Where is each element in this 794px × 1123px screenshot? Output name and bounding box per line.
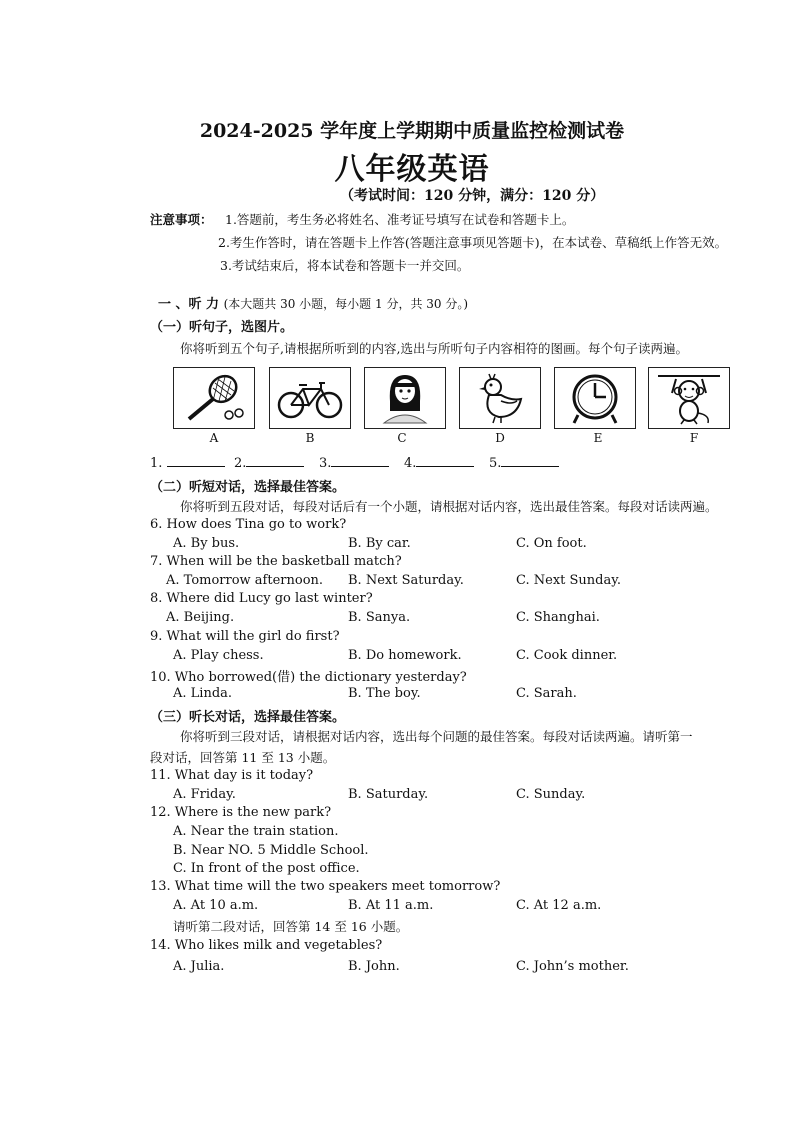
option-7b: B. Next Saturday. — [348, 573, 464, 588]
picture-label-b: B — [305, 431, 315, 445]
option-8c: C. Shanghai. — [516, 610, 600, 625]
question-7: 7. When will be the basketball match? — [150, 554, 402, 569]
option-11c: C. Sunday. — [516, 787, 586, 802]
option-11a: A. Friday. — [173, 787, 236, 802]
exam-info: （考试时间：120 分钟，满分：120 分） — [340, 188, 605, 204]
blank-number: 5. — [489, 456, 502, 471]
option-14c: C. John’s mother. — [516, 959, 629, 974]
notes-label: 注意事项： — [150, 212, 213, 227]
note-item-2: 2.考生作答时，请在答题卡上作答(答题注意事项见答题卡)，在本试卷、草稿纸上作答无效。 — [218, 235, 728, 250]
picture-d — [459, 367, 541, 429]
option-13c: C. At 12 a.m. — [516, 898, 602, 913]
option-9b: B. Do homework. — [348, 648, 462, 663]
option-10c: C. Sarah. — [516, 686, 577, 701]
option-12b: B. Near NO. 5 Middle School. — [173, 843, 369, 858]
picture-label-c: C — [397, 431, 407, 445]
answer-blank-5 — [489, 454, 559, 471]
option-14b: B. John. — [348, 959, 400, 974]
option-6a: A. By bus. — [173, 536, 240, 551]
option-12a: A. Near the train station. — [173, 824, 339, 839]
answer-blank-3 — [319, 454, 389, 471]
tennis-racket-icon — [179, 371, 249, 425]
section3-heading: （三）听长对话，选择最佳答案。 — [150, 710, 346, 725]
girl-icon — [370, 371, 440, 425]
option-14a: A. Julia. — [173, 959, 225, 974]
picture-a — [173, 367, 255, 429]
blank-number: 1. — [150, 456, 163, 471]
question-12: 12. Where is the new park? — [150, 805, 332, 820]
picture-c — [364, 367, 446, 429]
part1-heading — [158, 293, 468, 312]
question-11: 11. What day is it today? — [150, 768, 314, 783]
exam-subtitle: 八年级英语 — [334, 152, 490, 187]
picture-b — [269, 367, 351, 429]
monkey-icon — [654, 371, 724, 425]
question-14: 14. Who likes milk and vegetables? — [150, 938, 383, 953]
picture-label-f: F — [689, 431, 699, 445]
bicycle-icon — [275, 371, 345, 425]
second-dialog-instruction: 请听第二段对话，回答第 14 至 16 小题。 — [173, 919, 409, 934]
picture-label-a: A — [209, 431, 219, 445]
option-6b: B. By car. — [348, 536, 411, 551]
blank-line — [331, 454, 389, 467]
bird-icon — [465, 371, 535, 425]
note-item-3: 3.考试结束后，将本试卷和答题卡一并交回。 — [220, 258, 470, 273]
question-6: 6. How does Tina go to work? — [150, 517, 347, 532]
option-12c: C. In front of the post office. — [173, 861, 360, 876]
section1-heading: （一）听句子，选图片。 — [150, 320, 294, 335]
blank-number: 3. — [319, 456, 332, 471]
option-7c: C. Next Sunday. — [516, 573, 621, 588]
picture-e — [554, 367, 636, 429]
blank-number: 2. — [234, 456, 247, 471]
blank-line — [246, 454, 304, 467]
option-8b: B. Sanya. — [348, 610, 411, 625]
answer-blank-4 — [404, 454, 474, 471]
section2-heading: （二）听短对话，选择最佳答案。 — [150, 480, 346, 495]
blank-line — [416, 454, 474, 467]
blank-number: 4. — [404, 456, 417, 471]
answer-blank-1 — [150, 454, 225, 471]
picture-label-d: D — [495, 431, 505, 445]
section2-instruction: 你将听到五段对话，每段对话后有一个小题，请根据对话内容，选出最佳答案。每段对话读两遍。 — [180, 499, 718, 514]
answer-blank-2 — [234, 454, 304, 471]
option-11b: B. Saturday. — [348, 787, 429, 802]
option-8a: A. Beijing. — [166, 610, 235, 625]
blank-line — [167, 454, 225, 467]
option-13a: A. At 10 a.m. — [173, 898, 259, 913]
section3-instruction-1: 你将听到三段对话，请根据对话内容，选出每个问题的最佳答案。每段对话读两遍。请听第一 — [180, 729, 693, 744]
section3-instruction-2: 段对话，回答第 11 至 13 小题。 — [150, 750, 336, 765]
option-10b: B. The boy. — [348, 686, 421, 701]
picture-f — [648, 367, 730, 429]
note-item-1: 1.答题前，考生务必将姓名、准考证号填写在试卷和答题卡上。 — [225, 212, 575, 227]
clock-icon — [560, 371, 630, 425]
option-13b: B. At 11 a.m. — [348, 898, 434, 913]
part1-heading-note: (本大题共 30 小题，每小题 1 分，共 30 分。) — [223, 297, 469, 311]
part1-heading-text: 一 、听 力 — [158, 297, 220, 312]
option-7a: A. Tomorrow afternoon. — [166, 573, 324, 588]
question-13: 13. What time will the two speakers meet tomorrow? — [150, 879, 501, 894]
option-10a: A. Linda. — [173, 686, 233, 701]
blank-line — [501, 454, 559, 467]
question-9: 9. What will the girl do first? — [150, 629, 340, 644]
option-6c: C. On foot. — [516, 536, 587, 551]
question-8: 8. Where did Lucy go last winter? — [150, 591, 373, 606]
option-9c: C. Cook dinner. — [516, 648, 618, 663]
picture-label-e: E — [593, 431, 603, 445]
section1-instruction: 你将听到五个句子,请根据所听到的内容,选出与所听句子内容相符的图画。每个句子读两遍。 — [180, 341, 688, 356]
question-10: 10. Who borrowed(借) the dictionary yesterday? — [150, 670, 467, 685]
option-9a: A. Play chess. — [173, 648, 264, 663]
exam-title: 2024-2025 学年度上学期期中质量监控检测试卷 — [199, 120, 625, 142]
